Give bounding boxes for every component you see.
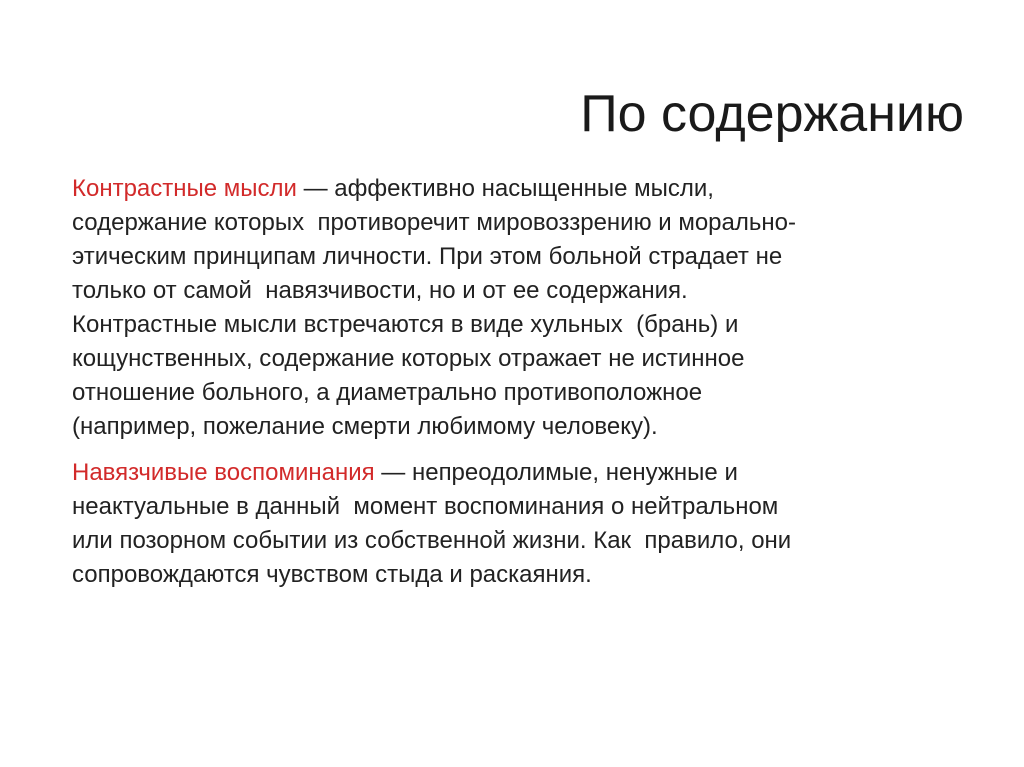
slide-title: По содержанию: [580, 85, 964, 143]
paragraph-line: этическим принципам личности. При этом больной страдает не: [72, 243, 783, 270]
paragraph-line: отношение больного, а диаметрально противоположное: [72, 379, 703, 406]
slide-content: [72, 172, 952, 592]
paragraph-line: [72, 172, 952, 206]
paragraph-line: неактуальные в данный момент воспоминания о нейтральном: [72, 493, 779, 520]
definition-start: — непреодолимые, ненужные и: [374, 459, 738, 486]
paragraph-line: кощунственных, содержание которых отражает не истинное: [72, 345, 745, 372]
paragraph-line: Контрастные мысли встречаются в виде хульных (брань) и: [72, 311, 739, 338]
term-obsessive-memories: Навязчивые воспоминания: [72, 459, 375, 486]
term-contrast-thoughts: Контрастные мысли: [72, 175, 297, 202]
paragraph-line: или позорном событии из собственной жизни. Как правило, они: [72, 527, 792, 554]
paragraph-line: содержание которых противоречит мировоззрению и морально-: [72, 209, 796, 236]
paragraph-obsessive-memories: [72, 456, 952, 592]
paragraph-contrast-thoughts: [72, 172, 952, 444]
paragraph-line: (например, пожелание смерти любимому человеку).: [72, 413, 658, 440]
paragraph-line: [72, 456, 952, 490]
paragraph-line: только от самой навязчивости, но и от ее содержания.: [72, 277, 688, 304]
paragraph-line: сопровождаются чувством стыда и раскаяния.: [72, 561, 592, 588]
definition-start: — аффективно насыщенные мысли,: [296, 175, 714, 202]
